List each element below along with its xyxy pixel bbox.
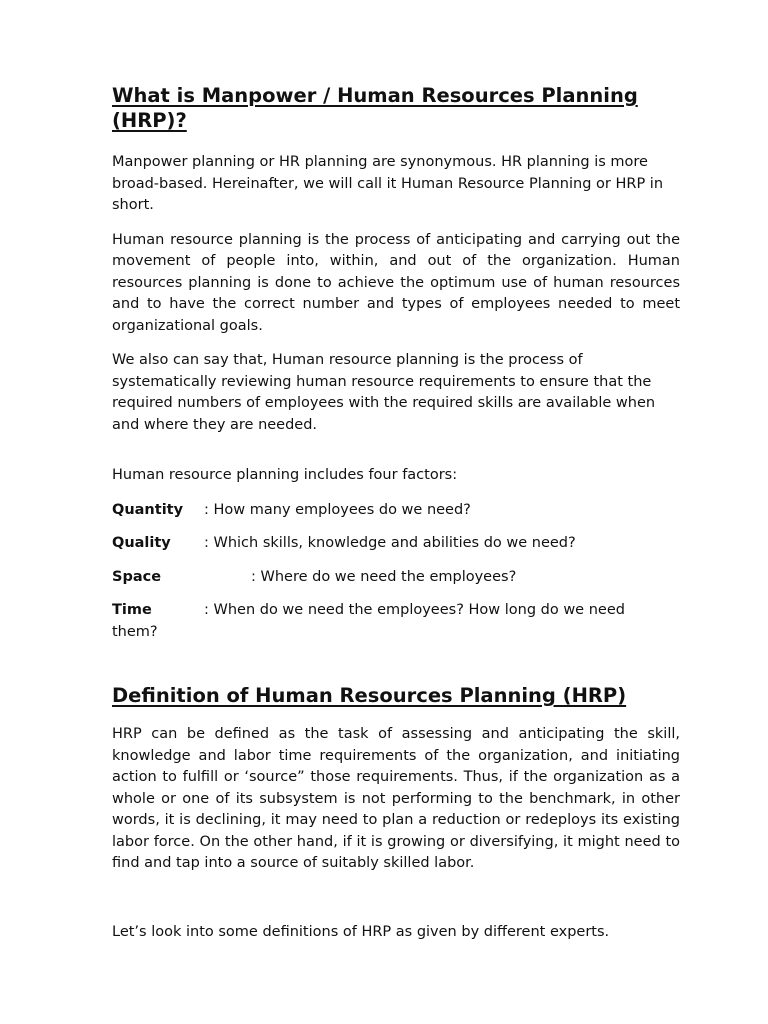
factor-desc: : Which skills, knowledge and abilities do we need?	[204, 535, 576, 551]
factor-term: Quantity	[112, 501, 184, 518]
factors-intro: Human resource planning includes four factors:	[112, 467, 458, 483]
factor-desc-continued: them?	[112, 623, 158, 640]
document-content	[112, 83, 680, 943]
paragraph-synonymous: Manpower planning or HR planning are synonymous. HR planning is more broad-based. Hereinafter, we will call it Human Resource Planning or HRP in short.	[112, 154, 664, 213]
paragraph-hrp-process: Human resource planning is the process of anticipating and carrying out the movement of people into, within, and out of the organization. Human resources planning is done to achieve the optimum use of human resources and to have the correct number and types of employees needed to meet organizational goals.	[112, 231, 680, 334]
section-heading-definition: Definition of Human Resources Planning (HRP)	[112, 684, 627, 707]
factor-term: Space	[112, 568, 162, 585]
factor-term: Quality	[112, 535, 171, 551]
factor-desc: : When do we need the employees? How long do we need	[204, 602, 625, 618]
paragraph-systematic-review: We also can say that, Human resource planning is the process of systematically reviewing human resource requirements to ensure that the required numbers of employees with the required skills are available when and where they are needed.	[112, 352, 656, 433]
factor-desc: : How many employees do we need?	[204, 501, 471, 518]
paragraph-definition: HRP can be defined as the task of assessing and anticipating the skill, knowledge and labor time requirements of the organization, and initiating action to fulfill or ‘source” those requirements. Thus, if the organization as a whole or one of its subsystem is not performing to the benchmark, in other words, it is declining, it may need to plan a reduction or redeploys its existing labor force. On the other hand, if it is growing or diversifying, it might need to find and tap into a source of suitably skilled labor.	[112, 726, 680, 871]
factor-desc: : Where do we need the employees?	[251, 568, 517, 585]
factor-time	[112, 600, 680, 643]
paragraph-closing: Let’s look into some definitions of HRP as given by different experts.	[112, 923, 610, 940]
section-heading-hrp	[112, 83, 680, 133]
factor-term: Time	[112, 602, 152, 618]
heading-line-2: (HRP)?	[112, 109, 187, 132]
factor-space	[112, 567, 680, 589]
factor-quantity	[112, 500, 680, 522]
heading-line-1: What is Manpower / Human Resources Planning	[112, 84, 638, 107]
factor-quality	[112, 533, 680, 555]
